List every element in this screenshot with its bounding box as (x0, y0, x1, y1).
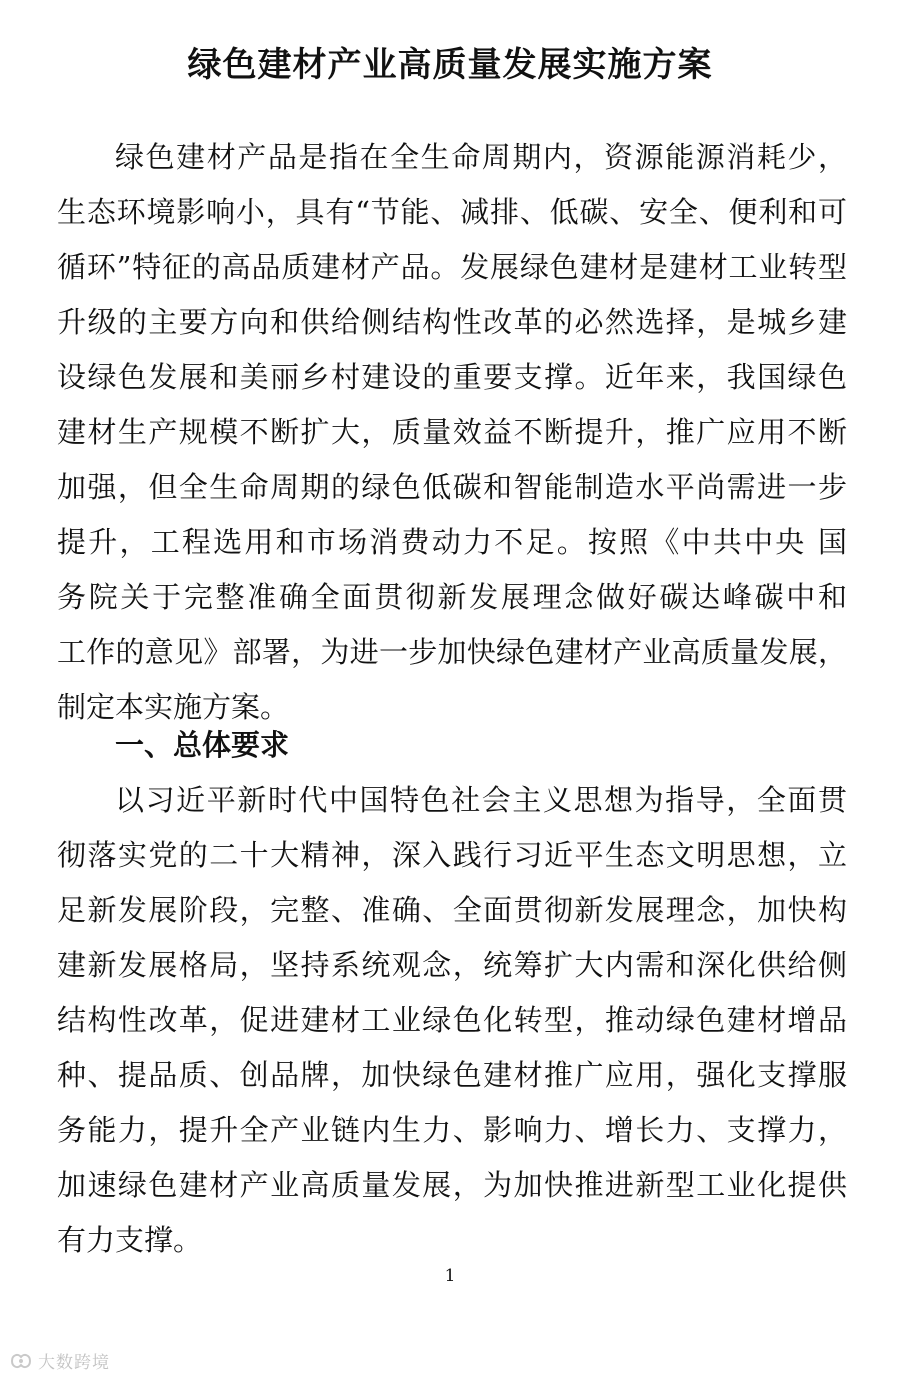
general-requirements-paragraph (57, 773, 847, 1268)
paragraph-line: 设绿色发展和美丽乡村建设的重要支撑。近年来，我国绿色 (57, 360, 847, 394)
paragraph-line: 建新发展格局，坚持系统观念，统筹扩大内需和深化供给侧 (57, 948, 847, 982)
watermark (8, 1348, 110, 1373)
paragraph-line: 升级的主要方向和供给侧结构性改革的必然选择，是城乡建 (57, 305, 847, 339)
document-title: 绿色建材产业高质量发展实施方案 (187, 45, 713, 85)
intro-paragraph (57, 130, 847, 735)
paragraph-line: 加速绿色建材产业高质量发展，为加快推进新型工业化提供 (57, 1168, 847, 1202)
paragraph-line: 生态环境影响小，具有“节能、减排、低碳、安全、便利和可 (57, 195, 847, 229)
paragraph-line: 加强，但全生命周期的绿色低碳和智能制造水平尚需进一步 (57, 470, 847, 504)
paragraph-line: 结构性改革，促进建材工业绿色化转型，推动绿色建材增品 (57, 1003, 847, 1037)
paragraph-line: 种、提品质、创品牌，加快绿色建材推广应用，强化支撑服 (57, 1058, 847, 1092)
watermark-text: 大数跨境 (38, 1353, 110, 1373)
paragraph-line: 提升，工程选用和市场消费动力不足。按照《中共中央 国 (57, 525, 847, 559)
paragraph-line: 务院关于完整准确全面贯彻新发展理念做好碳达峰碳中和 (57, 580, 847, 614)
paragraph-line: 建材生产规模不断扩大，质量效益不断提升，推广应用不断 (57, 415, 847, 449)
paragraph-line: 足新发展阶段，完整、准确、全面贯彻新发展理念，加快构 (57, 893, 847, 927)
paragraph-line: 务能力，提升全产业链内生力、影响力、增长力、支撑力， (57, 1113, 847, 1147)
section-heading: 一、总体要求 (115, 728, 290, 762)
paragraph-line: 循环”特征的高品质建材产品。发展绿色建材是建材工业转型 (57, 250, 847, 284)
paragraph-line: 制定本实施方案。 (57, 690, 290, 724)
paragraph-line: 彻落实党的二十大精神，深入践行习近平生态文明思想，立 (57, 838, 847, 872)
paragraph-line: 以习近平新时代中国特色社会主义思想为指导，全面贯 (115, 783, 847, 817)
watermark-logo-icon (8, 1350, 34, 1372)
page-number: 1 (444, 1266, 456, 1286)
paragraph-line: 绿色建材产品是指在全生命周期内，资源能源消耗少， (115, 140, 847, 174)
paragraph-line: 有力支撑。 (57, 1223, 203, 1257)
paragraph-line: 工作的意见》部署，为进一步加快绿色建材产业高质量发展， (57, 635, 847, 669)
